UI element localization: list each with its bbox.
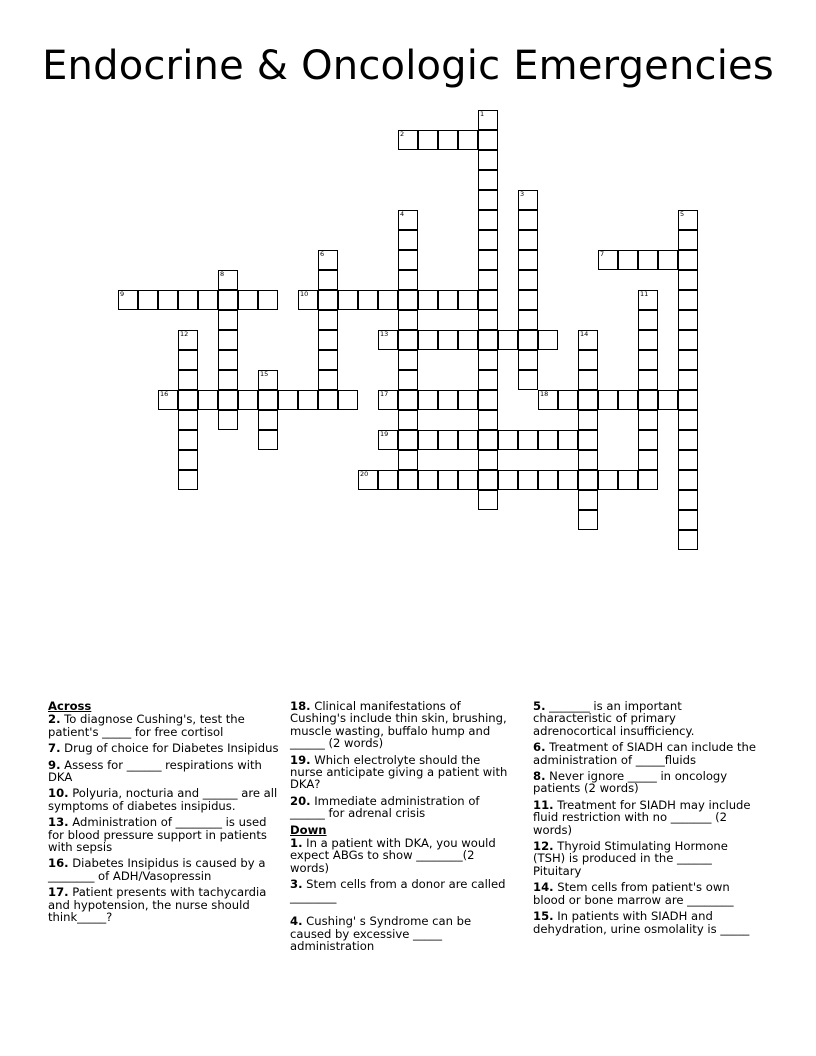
cell-number: 9: [120, 290, 125, 298]
down-heading: Down: [290, 822, 327, 837]
grid-cell[interactable]: [438, 290, 458, 310]
grid-cell[interactable]: [218, 370, 238, 390]
grid-cell[interactable]: [498, 470, 518, 490]
grid-cell[interactable]: [578, 510, 598, 530]
grid-cell[interactable]: [218, 270, 238, 290]
grid-cell[interactable]: [318, 290, 338, 310]
grid-cell[interactable]: [118, 290, 138, 310]
grid-cell[interactable]: [398, 410, 418, 430]
grid-cell[interactable]: [518, 430, 538, 450]
clue-across-20: 20. Immediate administration of ______ for adrenal crisis: [290, 793, 480, 821]
grid-cell[interactable]: [178, 450, 198, 470]
clue-down-3: 3. Stem cells from a donor are called ________: [290, 877, 506, 904]
grid-cell[interactable]: [518, 310, 538, 330]
grid-cell[interactable]: [338, 390, 358, 410]
grid-cell[interactable]: [218, 350, 238, 370]
cell-number: 2: [400, 130, 405, 138]
grid-cell[interactable]: [458, 470, 478, 490]
grid-cell[interactable]: [338, 290, 358, 310]
grid-cell[interactable]: [678, 490, 698, 510]
clue-across-18: 18. Clinical manifestations of Cushing's include thin skin, brushing, muscle wasting, buffalo hump and ______ (2 words): [290, 699, 507, 751]
grid-cell[interactable]: [638, 250, 658, 270]
grid-cell[interactable]: [438, 330, 458, 350]
grid-cell[interactable]: [658, 390, 678, 410]
grid-cell[interactable]: [438, 130, 458, 150]
grid-cell[interactable]: [578, 470, 598, 490]
grid-cell[interactable]: [638, 390, 658, 410]
grid-cell[interactable]: [418, 290, 438, 310]
grid-cell[interactable]: [238, 390, 258, 410]
grid-cell[interactable]: [378, 470, 398, 490]
grid-cell[interactable]: [478, 490, 498, 510]
grid-cell[interactable]: [678, 370, 698, 390]
grid-cell[interactable]: [138, 290, 158, 310]
clues-column-2: [290, 700, 516, 956]
grid-cell[interactable]: [398, 270, 418, 290]
grid-cell[interactable]: [258, 410, 278, 430]
grid-cell[interactable]: [158, 390, 178, 410]
grid-cell[interactable]: [618, 470, 638, 490]
grid-cell[interactable]: [418, 130, 438, 150]
grid-cell[interactable]: [438, 390, 458, 410]
grid-cell[interactable]: [398, 430, 418, 450]
grid-cell[interactable]: [318, 310, 338, 330]
clue-across-19: 19. Which electrolyte should the nurse anticipate giving a patient with DKA?: [290, 752, 508, 792]
grid-cell[interactable]: [258, 390, 278, 410]
cell-number: 12: [180, 330, 189, 338]
grid-cell[interactable]: [178, 290, 198, 310]
grid-cell[interactable]: [178, 350, 198, 370]
grid-cell[interactable]: [558, 470, 578, 490]
clue-across-2: 2. To diagnose Cushing's, test the patient's _____ for free cortisol: [48, 712, 245, 739]
cell-number: 3: [520, 190, 525, 198]
clue-down-1: 1. In a patient with DKA, you would expect ABGs to show ________(2 words): [290, 836, 496, 875]
cell-number: 1: [480, 110, 485, 118]
grid-cell[interactable]: [398, 330, 418, 350]
cell-number: 20: [360, 470, 369, 478]
cell-number: 16: [160, 390, 169, 398]
cell-number: 17: [380, 390, 389, 398]
grid-cell[interactable]: [578, 330, 598, 350]
clue-across-9: 9. Assess for ______ respirations with DKA: [48, 757, 262, 785]
grid-cell[interactable]: [358, 290, 378, 310]
grid-cell[interactable]: [538, 390, 558, 410]
grid-cell[interactable]: [638, 310, 658, 330]
grid-cell[interactable]: [518, 210, 538, 230]
grid-cell[interactable]: [478, 470, 498, 490]
grid-cell[interactable]: [378, 390, 398, 410]
grid-cell[interactable]: [318, 270, 338, 290]
grid-cell[interactable]: [518, 350, 538, 370]
clues-column-3: [533, 700, 761, 939]
grid-cell[interactable]: [598, 470, 618, 490]
grid-cell[interactable]: [478, 150, 498, 170]
grid-cell[interactable]: [178, 390, 198, 410]
clue-down-14: 14. Stem cells from patient's own blood or bone marrow are ________: [533, 880, 734, 907]
grid-cell[interactable]: [158, 290, 178, 310]
grid-cell[interactable]: [638, 430, 658, 450]
clue-across-10: 10. Polyuria, nocturia and ______ are all symptoms of diabetes insipidus.: [48, 786, 278, 813]
grid-cell[interactable]: [478, 130, 498, 150]
grid-cell[interactable]: [678, 230, 698, 250]
cell-number: 5: [680, 210, 685, 218]
grid-cell[interactable]: [478, 110, 498, 130]
grid-cell[interactable]: [638, 350, 658, 370]
grid-cell[interactable]: [578, 410, 598, 430]
grid-cell[interactable]: [398, 230, 418, 250]
clue-across-13: 13. Administration of ________ is used for blood pressure support in patients with sepsis: [48, 815, 267, 855]
grid-cell[interactable]: [578, 370, 598, 390]
grid-cell[interactable]: [258, 290, 278, 310]
grid-cell[interactable]: [398, 350, 418, 370]
grid-cell[interactable]: [678, 450, 698, 470]
grid-cell[interactable]: [478, 390, 498, 410]
grid-cell[interactable]: [658, 250, 678, 270]
grid-cell[interactable]: [398, 450, 418, 470]
clue-down-12: 12. Thyroid Stimulating Hormone (TSH) is produced in the ______ Pituitary: [533, 839, 728, 878]
grid-cell[interactable]: [398, 370, 418, 390]
cell-number: 10: [300, 290, 309, 298]
grid-cell[interactable]: [678, 250, 698, 270]
grid-cell[interactable]: [518, 270, 538, 290]
grid-cell[interactable]: [218, 310, 238, 330]
grid-cell[interactable]: [518, 230, 538, 250]
cell-number: 19: [380, 430, 389, 438]
grid-cell[interactable]: [278, 390, 298, 410]
grid-cell[interactable]: [398, 210, 418, 230]
grid-cell[interactable]: [678, 410, 698, 430]
clue-down-6: 6. Treatment of SIADH can include the administration of _____fluids: [533, 740, 756, 767]
grid-cell[interactable]: [478, 290, 498, 310]
grid-cell[interactable]: [478, 250, 498, 270]
grid-cell[interactable]: [258, 370, 278, 390]
grid-cell[interactable]: [478, 190, 498, 210]
grid-cell[interactable]: [538, 330, 558, 350]
grid-cell[interactable]: [298, 390, 318, 410]
grid-cell[interactable]: [358, 470, 378, 490]
clue-down-11: 11. Treatment for SIADH may include fluid restriction with no _______ (2 words): [533, 797, 751, 837]
clue-across-17: 17. Patient presents with tachycardia and hypotension, the nurse should think_____?: [48, 885, 267, 925]
cell-number: 18: [540, 390, 549, 398]
grid-cell[interactable]: [178, 430, 198, 450]
grid-cell[interactable]: [578, 430, 598, 450]
grid-cell[interactable]: [678, 350, 698, 370]
grid-cell[interactable]: [398, 390, 418, 410]
across-heading: Across: [48, 699, 92, 713]
grid-cell[interactable]: [518, 250, 538, 270]
grid-cell[interactable]: [458, 130, 478, 150]
cell-number: 15: [260, 370, 269, 378]
clue-down-5: 5. _______ is an important characteristic of primary adrenocortical insufficiency.: [533, 699, 695, 738]
grid-cell[interactable]: [678, 390, 698, 410]
grid-cell[interactable]: [478, 410, 498, 430]
grid-cell[interactable]: [218, 410, 238, 430]
grid-cell[interactable]: [518, 330, 538, 350]
grid-cell[interactable]: [558, 430, 578, 450]
grid-cell[interactable]: [178, 470, 198, 490]
grid-cell[interactable]: [578, 350, 598, 370]
grid-cell[interactable]: [578, 390, 598, 410]
cell-number: 11: [640, 290, 649, 298]
grid-cell[interactable]: [678, 430, 698, 450]
grid-cell[interactable]: [478, 230, 498, 250]
grid-cell[interactable]: [598, 250, 618, 270]
grid-cell[interactable]: [318, 250, 338, 270]
cell-number: 14: [580, 330, 589, 338]
grid-cell[interactable]: [298, 290, 318, 310]
cell-number: 4: [400, 210, 405, 218]
grid-cell[interactable]: [318, 370, 338, 390]
grid-cell[interactable]: [638, 330, 658, 350]
grid-cell[interactable]: [398, 250, 418, 270]
grid-cell[interactable]: [398, 130, 418, 150]
grid-cell[interactable]: [418, 470, 438, 490]
grid-cell[interactable]: [258, 430, 278, 450]
grid-cell[interactable]: [438, 470, 458, 490]
clues-column-1: [48, 700, 280, 928]
grid-cell[interactable]: [378, 330, 398, 350]
cell-number: 6: [320, 250, 325, 258]
grid-cell[interactable]: [578, 450, 598, 470]
grid-cell[interactable]: [518, 370, 538, 390]
grid-cell[interactable]: [518, 190, 538, 210]
grid-cell[interactable]: [478, 310, 498, 330]
grid-cell[interactable]: [678, 530, 698, 550]
grid-cell[interactable]: [638, 410, 658, 430]
clue-across-16: 16. Diabetes Insipidus is caused by a ________ of ADH/Vasopressin: [48, 856, 266, 883]
grid-cell[interactable]: [178, 330, 198, 350]
grid-cell[interactable]: [638, 470, 658, 490]
grid-cell[interactable]: [678, 210, 698, 230]
grid-cell[interactable]: [678, 290, 698, 310]
grid-cell[interactable]: [478, 170, 498, 190]
grid-cell[interactable]: [478, 270, 498, 290]
grid-cell[interactable]: [178, 410, 198, 430]
grid-cell[interactable]: [218, 330, 238, 350]
clue-down-15: 15. In patients with SIADH and dehydration, urine osmolality is _____: [533, 909, 750, 936]
puzzle-title: Endocrine & Oncologic Emergencies: [42, 43, 774, 89]
grid-cell[interactable]: [198, 290, 218, 310]
clue-down-4: 4. Cushing' s Syndrome can be caused by excessive _____ administration: [290, 914, 472, 953]
grid-cell[interactable]: [618, 250, 638, 270]
grid-cell[interactable]: [218, 290, 238, 310]
grid-cell[interactable]: [498, 330, 518, 350]
grid-cell[interactable]: [438, 430, 458, 450]
clue-down-8: 8. Never ignore _____ in oncology patients (2 words): [533, 769, 728, 796]
grid-cell[interactable]: [678, 310, 698, 330]
grid-cell[interactable]: [398, 290, 418, 310]
cell-number: 7: [600, 250, 605, 258]
grid-cell[interactable]: [538, 430, 558, 450]
grid-cell[interactable]: [418, 330, 438, 350]
clue-across-7: 7. Drug of choice for Diabetes Insipidus: [48, 741, 279, 756]
grid-cell[interactable]: [398, 470, 418, 490]
grid-cell[interactable]: [478, 370, 498, 390]
grid-cell[interactable]: [678, 270, 698, 290]
grid-cell[interactable]: [678, 510, 698, 530]
grid-cell[interactable]: [318, 350, 338, 370]
grid-cell[interactable]: [458, 290, 478, 310]
grid-cell[interactable]: [598, 390, 618, 410]
grid-cell[interactable]: [458, 330, 478, 350]
grid-cell[interactable]: [518, 470, 538, 490]
grid-cell[interactable]: [558, 390, 578, 410]
grid-cell[interactable]: [218, 390, 238, 410]
grid-cell[interactable]: [418, 430, 438, 450]
grid-cell[interactable]: [638, 290, 658, 310]
grid-cell[interactable]: [378, 430, 398, 450]
grid-cell[interactable]: [478, 450, 498, 470]
grid-cell[interactable]: [638, 370, 658, 390]
grid-cell[interactable]: [478, 350, 498, 370]
grid-cell[interactable]: [638, 450, 658, 470]
grid-cell[interactable]: [618, 390, 638, 410]
grid-cell[interactable]: [458, 430, 478, 450]
grid-cell[interactable]: [378, 290, 398, 310]
grid-cell[interactable]: [478, 210, 498, 230]
grid-cell[interactable]: [518, 290, 538, 310]
cell-number: 8: [220, 270, 225, 278]
grid-cell[interactable]: [458, 390, 478, 410]
grid-cell[interactable]: [238, 290, 258, 310]
cell-number: 13: [380, 330, 389, 338]
grid-cell[interactable]: [678, 470, 698, 490]
grid-cell[interactable]: [578, 490, 598, 510]
grid-cell[interactable]: [198, 390, 218, 410]
grid-cell[interactable]: [178, 370, 198, 390]
grid-cell[interactable]: [318, 330, 338, 350]
grid-cell[interactable]: [478, 330, 498, 350]
grid-cell[interactable]: [418, 390, 438, 410]
grid-cell[interactable]: [318, 390, 338, 410]
grid-cell[interactable]: [478, 430, 498, 450]
grid-cell[interactable]: [398, 310, 418, 330]
grid-cell[interactable]: [498, 430, 518, 450]
grid-cell[interactable]: [678, 330, 698, 350]
grid-cell[interactable]: [538, 470, 558, 490]
